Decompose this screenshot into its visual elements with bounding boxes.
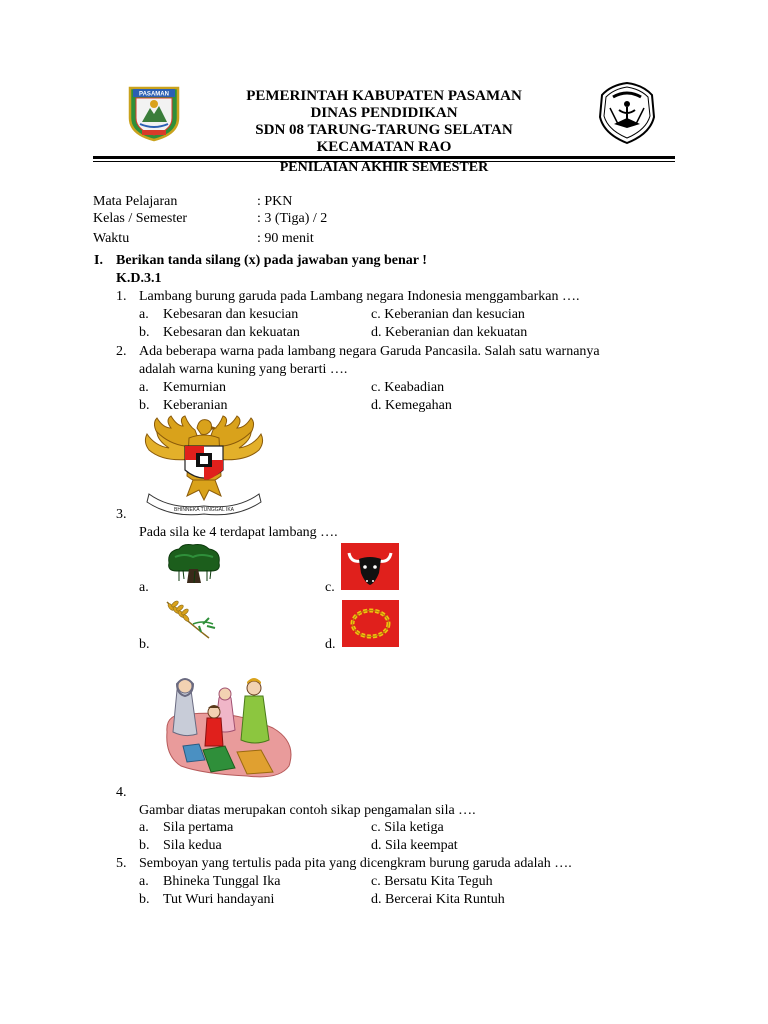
option-letter: c. (325, 580, 335, 595)
header-department-line: DINAS PENDIDIKAN (310, 105, 458, 121)
question-number: 5. (116, 856, 127, 871)
option-text[interactable]: d. Sila keempat (371, 838, 458, 853)
option-text[interactable]: d. Keberanian dan kekuatan (371, 325, 528, 340)
garuda-banner-text: BHINNEKA TUNGGAL IKA (173, 507, 235, 513)
option-letter: b. (139, 325, 150, 340)
question-number: 3. (116, 507, 127, 522)
question-number: 4. (116, 785, 127, 800)
question-number: 2. (116, 344, 127, 359)
family-praying-icon (163, 668, 297, 780)
option-letter: d. (325, 637, 336, 652)
option-text[interactable]: Tut Wuri handayani (163, 892, 275, 907)
option-text[interactable]: d. Bercerai Kita Runtuh (371, 892, 505, 907)
bull-head-icon[interactable] (341, 543, 399, 590)
option-text[interactable]: c. Bersatu Kita Teguh (371, 874, 493, 889)
question-text: Pada sila ke 4 terdapat lambang …. (139, 525, 338, 540)
basic-competency-code: K.D.3.1 (116, 271, 162, 286)
question-text-continued: adalah warna kuning yang berarti …. (139, 362, 348, 377)
subject-label: Mata Pelajaran (93, 194, 178, 209)
header-district-line: KECAMATAN RAO (316, 139, 452, 155)
option-letter: a. (139, 874, 149, 889)
header-school-line: SDN 08 TARUNG-TARUNG SELATAN (255, 122, 513, 138)
option-text[interactable]: Bhineka Tunggal Ika (163, 874, 281, 889)
class-semester-label: Kelas / Semester (93, 211, 188, 226)
rice-cotton-icon[interactable] (163, 598, 219, 643)
option-text[interactable]: Kebesaran dan kekuatan (163, 325, 300, 340)
section-numeral: I. (94, 253, 103, 268)
option-letter: a. (139, 820, 149, 835)
option-text[interactable]: Keberanian (163, 398, 228, 413)
section-instruction: Berikan tanda silang (x) pada jawaban yang benar ! (116, 253, 427, 268)
option-text[interactable]: c. Keabadian (371, 380, 445, 395)
option-text[interactable]: c. Keberanian dan kesucian (371, 307, 525, 322)
banyan-tree-icon[interactable] (165, 543, 223, 585)
question-text: Ada beberapa warna pada lambang negara Garuda Pancasila. Salah satu warnanya (139, 344, 600, 359)
option-letter: b. (139, 637, 150, 652)
option-text[interactable]: Sila kedua (163, 838, 222, 853)
pasaman-regency-emblem-icon (124, 82, 184, 142)
class-semester-value: : 3 (Tiga) / 2 (257, 211, 328, 226)
subject-value: : PKN (257, 194, 293, 209)
option-letter: b. (139, 398, 150, 413)
option-text[interactable]: c. Sila ketiga (371, 820, 444, 835)
option-text[interactable]: d. Kemegahan (371, 398, 452, 413)
pasaman-emblem-text: PASAMAN (139, 91, 169, 98)
garuda-pancasila-icon (141, 414, 267, 518)
option-letter: b. (139, 838, 150, 853)
option-letter: a. (139, 580, 149, 595)
option-letter: a. (139, 380, 149, 395)
option-text[interactable]: Kemurnian (163, 380, 226, 395)
question-number: 1. (116, 289, 127, 304)
option-text[interactable]: Kebesaran dan kesucian (163, 307, 299, 322)
option-letter: b. (139, 892, 150, 907)
question-text: Gambar diatas merupakan contoh sikap pengamalan sila …. (139, 803, 476, 818)
tut-wuri-handayani-emblem-icon (596, 80, 658, 146)
question-text: Lambang burung garuda pada Lambang negara Indonesia menggambarkan …. (139, 289, 580, 304)
time-value: : 90 menit (257, 231, 314, 246)
exam-title: PENILAIAN AKHIR SEMESTER (279, 160, 489, 175)
header-government-line: PEMERINTAH KABUPATEN PASAMAN (246, 88, 522, 104)
option-text[interactable]: Sila pertama (163, 820, 234, 835)
gold-chain-icon[interactable] (342, 600, 399, 647)
option-letter: a. (139, 307, 149, 322)
time-label: Waktu (93, 231, 130, 246)
question-text: Semboyan yang tertulis pada pita yang dicengkram burung garuda adalah …. (139, 856, 572, 871)
